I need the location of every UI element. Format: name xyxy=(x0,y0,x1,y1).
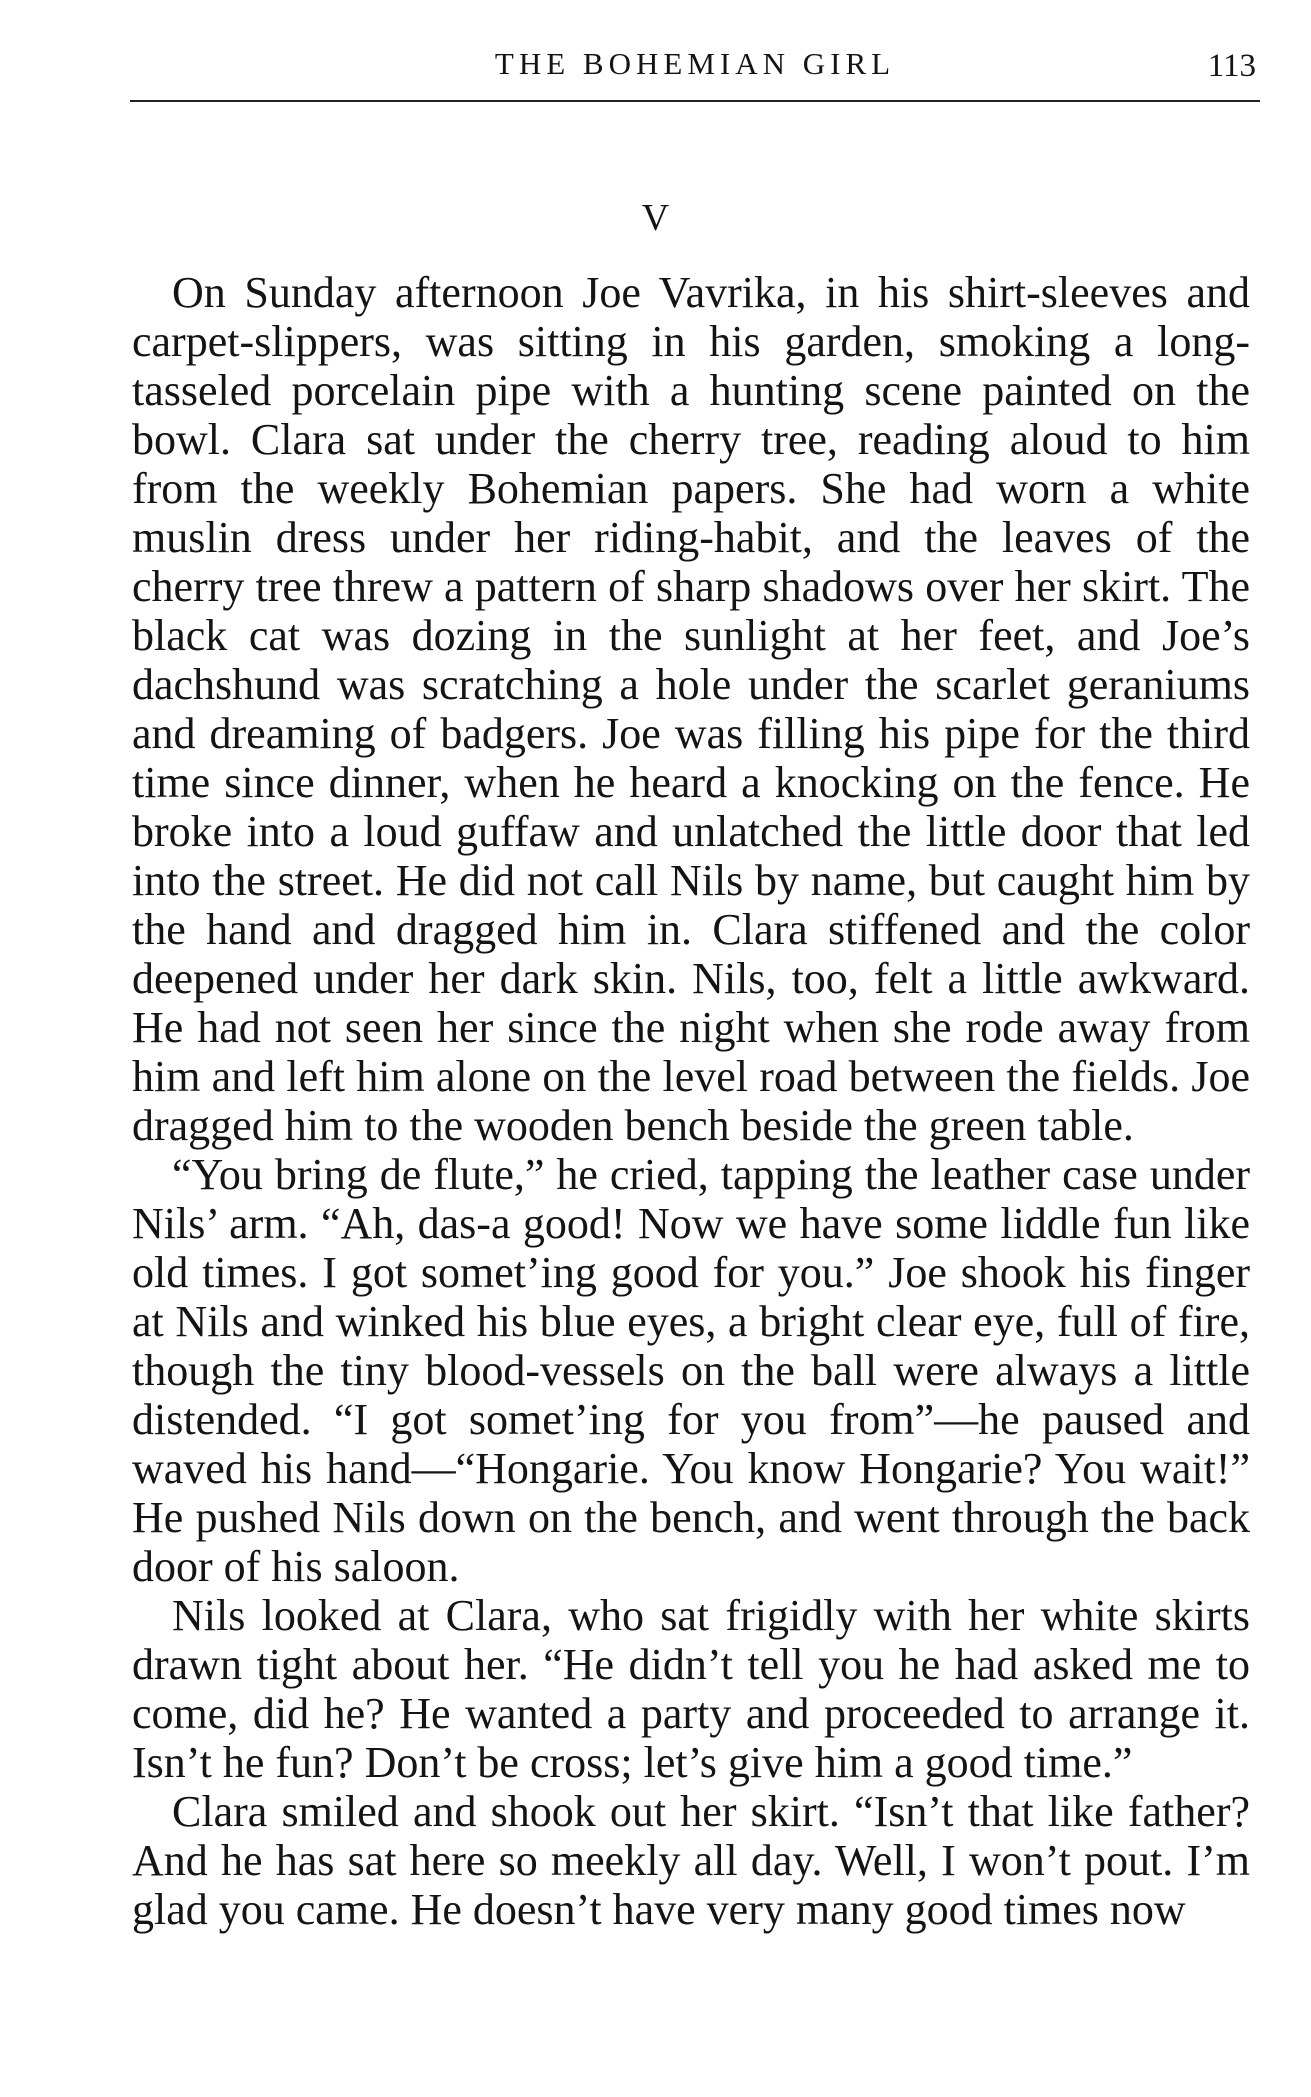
header-rule xyxy=(130,100,1260,102)
paragraph: “You bring de flute,” he cried, tapping the leather case under Nils’ arm. “Ah, das-a good! Now we have some liddle fun like old times. I got somet’ing good for you.” Joe shook his finger at Nils and winked his blue eyes, a bright clear eye, full of fire, though the tiny blood-vessels on the ball were always a little distended. “I got somet’ing for you from”—he paused and waved his hand—“Hongarie. You know Hongarie? You wait!” He pushed Nils down on the bench, and went through the back door of his saloon. xyxy=(132,1150,1250,1591)
paragraph: Clara smiled and shook out her skirt. “Isn’t that like father? And he has sat here so meekly all day. Well, I won’t pout. I’m glad you came. He doesn’t have very many good times now xyxy=(132,1787,1250,1934)
paragraph: Nils looked at Clara, who sat frigidly with her white skirts drawn tight about her. “He didn’t tell you he had asked me to come, did he? He wanted a party and proceeded to arrange it. Isn’t he fun? Don’t be cross; let’s give him a good time.” xyxy=(132,1591,1250,1787)
page-number: 113 xyxy=(1207,48,1256,84)
body-text xyxy=(132,268,1250,1934)
running-head xyxy=(130,44,1260,94)
section-number: V xyxy=(641,197,670,239)
running-title: THE BOHEMIAN GIRL xyxy=(494,46,896,81)
paragraph: On Sunday afternoon Joe Vavrika, in his shirt-sleeves and carpet-slippers, was sitting in his garden, smoking a long-tasseled porcelain pipe with a hunting scene painted on the bowl. Clara sat under the cherry tree, reading aloud to him from the weekly Bohemian papers. She had worn a white muslin dress under her riding-habit, and the leaves of the cherry tree threw a pattern of sharp shadows over her skirt. The black cat was dozing in the sunlight at her feet, and Joe’s dachshund was scratching a hole under the scarlet geraniums and dreaming of badgers. Joe was filling his pipe for the third time since dinner, when he heard a knocking on the fence. He broke into a loud guffaw and unlatched the little door that led into the street. He did not call Nils by name, but caught him by the hand and dragged him in. Clara stiffened and the color deepened under her dark skin. Nils, too, felt a little awkward. He had not seen her since the night when she rode away from him and left him alone on the level road between the fields. Joe dragged him to the wooden bench beside the green table. xyxy=(132,268,1250,1150)
